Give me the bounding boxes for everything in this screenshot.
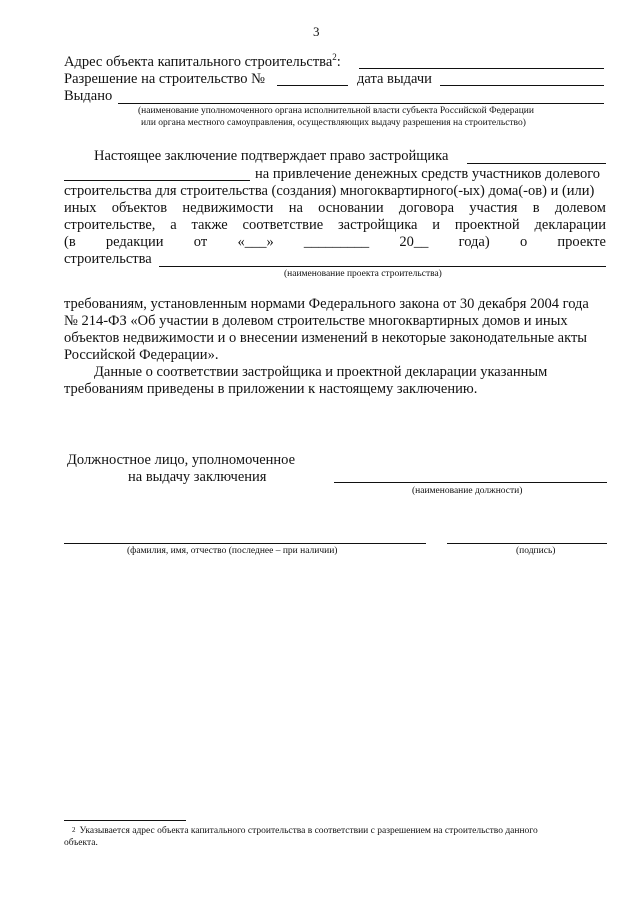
footnote-line1 [64,826,609,837]
word: от [193,234,208,250]
word: участия [469,200,518,216]
word: декларации [534,217,606,233]
issued-label: Выдано [64,88,113,104]
footnote-number: 2 [72,826,76,834]
word: также [191,217,228,233]
footnote-line2: объекта. [64,838,98,848]
sign-hint: (подпись) [516,546,556,556]
issued-hint-line1: (наименование уполномоченного органа исполнительной власти субъекта Российской Федерации [138,106,534,116]
address-label-text: Адрес объекта капитального строительства [64,54,333,70]
para3-line1: Данные о соответствии застройщика и проектной декларации указанным [94,364,548,380]
word: объектов [111,200,168,216]
word: (в [64,234,76,250]
date-year-field[interactable]: 20__ [399,234,429,250]
page-number: 3 [313,24,320,39]
para2-line4: Российской Федерации». [64,347,219,363]
developer-field-cont[interactable] [64,180,250,181]
word: в [532,200,540,216]
word: проекте [557,234,606,250]
address-field[interactable] [359,68,604,69]
para2-line1: требованиям, установленным нормами Федерального закона от 30 декабря 2004 года [64,296,589,312]
official-line2: на выдачу заключения [128,469,267,485]
project-hint: (наименование проекта строительства) [284,269,442,279]
footnote-ref: 2 [332,52,337,63]
issued-by-field[interactable] [118,103,604,104]
position-hint: (наименование должности) [412,486,523,496]
word: а [170,217,177,233]
footnote-separator [64,820,186,821]
para2-line3: объектов недвижимости и о внесении изменений в некоторые законодательные акты [64,330,588,346]
permit-label: Разрешение на строительство № [64,71,265,87]
para1-line1: Настоящее заключение подтверждает право застройщика [94,148,449,164]
para1-line4 [64,200,606,217]
word: проектной [454,217,520,233]
address-label [64,54,341,71]
word: долевом [554,200,606,216]
word: основании [318,200,384,216]
para1-line6 [64,234,606,251]
project-name-field[interactable] [159,266,606,267]
word: о [519,234,528,250]
footnote-text-1: Указывается адрес объекта капитального строительства в соответствии с разрешением на строительство данного [79,826,538,836]
word: недвижимости [182,200,274,216]
word: года) [458,234,490,250]
address-colon: : [336,54,341,70]
signature-field[interactable] [447,543,607,544]
official-line1: Должностное лицо, уполномоченное [67,452,296,468]
word: и [432,217,441,233]
permit-number-field[interactable] [277,85,348,86]
para1-line2: на привлечение денежных средств участников долевого [255,166,601,182]
word: соответствие [242,217,324,233]
name-hint: (фамилия, имя, отчество (последнее – при наличии) [127,546,338,556]
issued-hint-line2: или органа местного самоуправления, осуществляющих выдачу разрешения на строительство) [141,118,526,128]
para3-line2: требованиям приведены в приложении к настоящему заключению. [64,381,478,397]
word: застройщика [337,217,418,233]
para1-line5 [64,217,606,234]
issue-date-label: дата выдачи [357,71,432,87]
position-field[interactable] [334,482,607,483]
date-month-field[interactable]: _________ [303,234,370,250]
word: строительстве, [64,217,156,233]
date-day-field[interactable]: «___» [237,234,274,250]
word: на [288,200,303,216]
issue-date-field[interactable] [440,85,604,86]
para1-line7-label: строительства [64,251,152,267]
full-name-field[interactable] [64,543,426,544]
word: редакции [105,234,164,250]
developer-field[interactable] [467,163,606,164]
word: иных [64,200,97,216]
word: договора [398,200,455,216]
para1-line3: строительства для строительства (создания) многоквартирного(-ых) дома(-ов) и (или) [64,183,595,199]
para2-line2: № 214-ФЗ «Об участии в долевом строительстве многоквартирных домов и иных [64,313,568,329]
